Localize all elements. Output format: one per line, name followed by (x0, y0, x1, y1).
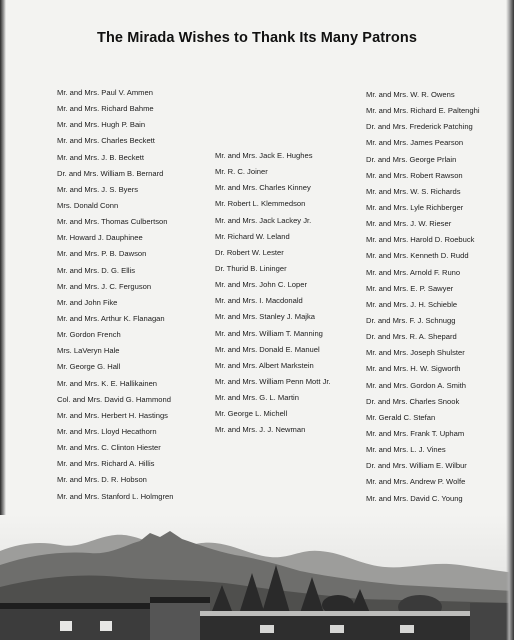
patron-list-column-2 (215, 148, 331, 439)
patron-name: Dr. and Mrs. William B. Bernard (57, 168, 164, 178)
patron-name: Mr. and Mrs. Lloyd Hecathorn (57, 426, 157, 436)
patron-name: Mr. and John Fike (57, 297, 118, 307)
patron-name: Mr. and Mrs. P. B. Dawson (57, 249, 147, 259)
patron-name: Mr. R. C. Joiner (215, 167, 268, 177)
patron-name: Mrs. Donald Conn (57, 200, 119, 210)
patron-name: Mr. and Mrs. Arnold F. Runo (366, 267, 461, 277)
patron-name: Mr. and Mrs. C. Clinton Hiester (57, 443, 161, 453)
patron-name: Mr. and Mrs. Herbert H. Hastings (57, 410, 168, 420)
patron-name: Mr. and Mrs. John C. Loper (215, 280, 308, 290)
patron-name: Mr. and Mrs. Kenneth D. Rudd (366, 251, 469, 261)
patron-name: Mr. and Mrs. G. L. Martin (215, 393, 299, 403)
patron-name: Mr. and Mrs. Richard Bahme (57, 104, 154, 114)
patron-name: Mr. and Mrs. Richard A. Hillis (57, 459, 155, 469)
patron-name: Mr. and Mrs. J. J. Newman (215, 425, 306, 435)
patron-name: Dr. Thurid B. Lininger (215, 263, 287, 273)
patron-name: Dr. and Mrs. William E. Wilbur (366, 461, 467, 471)
patron-name: Mrs. LaVeryn Hale (57, 346, 120, 356)
patron-name: Mr. and Mrs. D. G. Ellis (57, 265, 136, 275)
patron-name: Mr. and Mrs. H. W. Sigworth (366, 364, 461, 374)
patron-name: Dr. Robert W. Lester (215, 247, 284, 257)
patron-name: Mr. and Mrs. Hugh P. Bain (57, 120, 146, 130)
patron-name: Mr. and Mrs. Charles Beckett (57, 136, 155, 146)
patron-name: Mr. George G. Hall (57, 362, 121, 372)
patron-name: Mr. Richard W. Leland (215, 231, 290, 241)
patron-name: Mr. and Mrs. Andrew P. Wolfe (366, 477, 466, 487)
patron-name: Mr. George L. Michell (215, 409, 288, 419)
patron-name: Mr. and Mrs. William Penn Mott Jr. (215, 376, 331, 386)
patron-name: Mr. and Mrs. Jack E. Hughes (215, 151, 313, 160)
patron-name: Mr. Gerald C. Stefan (366, 412, 436, 422)
patron-name: Mr. and Mrs. Lyle Richberger (366, 202, 464, 212)
patron-list-column-1 (57, 85, 173, 505)
patron-name: Mr. and Mrs. Albert Markstein (215, 360, 314, 370)
patron-name: Mr. and Mrs. E. P. Sawyer (366, 283, 454, 293)
patron-name: Mr. and Mrs. I. Macdonald (215, 296, 303, 306)
patron-name: Mr. and Mrs. J. S. Byers (57, 184, 139, 194)
patron-name: Mr. and Mrs. L. J. Vines (366, 445, 446, 455)
patron-name: Mr. and Mrs. D. R. Hobson (57, 475, 147, 485)
patron-name: Dr. and Mrs. George Prlain (366, 154, 457, 164)
patron-name: Mr. and Mrs. David C. Young (366, 493, 463, 503)
page-title: The Mirada Wishes to Thank Its Many Patrons (96, 30, 417, 46)
patron-name: Dr. and Mrs. Charles Snook (366, 396, 460, 406)
patron-name: Mr. and Mrs. K. E. Hallikainen (57, 378, 158, 388)
patron-name: Mr. and Mrs. William T. Manning (215, 328, 323, 338)
patron-name: Dr. and Mrs. F. J. Schnugg (366, 315, 456, 325)
patron-name: Mr. and Mrs. Jack Lackey Jr. (215, 215, 312, 225)
patron-name: Mr. Robert L. Klemmedson (215, 199, 306, 209)
patron-name: Mr. and Mrs. Harold D. Roebuck (366, 235, 475, 245)
patron-name: Mr. and Mrs. Frank T. Upham (366, 428, 465, 438)
patron-name: Mr. and Mrs. Gordon A. Smith (366, 380, 467, 390)
patron-name: Mr. and Mrs. Stanford L. Holmgren (57, 491, 174, 501)
patron-name: Mr. and Mrs. J. H. Schieble (366, 299, 458, 309)
patron-name: Mr. and Mrs. Donald E. Manuel (215, 344, 320, 354)
patron-list-column-3 (366, 87, 480, 507)
patron-name: Mr. and Mrs. W. R. Owens (366, 90, 455, 99)
patron-name: Dr. and Mrs. R. A. Shepard (366, 332, 457, 342)
patron-name: Dr. and Mrs. Frederick Patching (366, 122, 473, 132)
patron-name: Col. and Mrs. David G. Hammond (57, 394, 171, 404)
patron-name: Mr. Gordon French (57, 330, 121, 340)
patron-name: Mr. and Mrs. J. B. Beckett (57, 152, 144, 162)
patron-name: Mr. and Mrs. J. C. Ferguson (57, 281, 152, 291)
patron-name: Mr. and Mrs. Paul V. Ammen (57, 88, 153, 97)
patron-name: Mr. and Mrs. W. S. Richards (366, 186, 461, 196)
patron-name: Mr. Howard J. Dauphinee (57, 233, 143, 243)
patron-name: Mr. and Mrs. J. W. Rieser (366, 219, 452, 229)
patron-name: Mr. and Mrs. Richard E. Paltenghi (366, 106, 480, 116)
patron-name: Mr. and Mrs. Arthur K. Flanagan (57, 313, 165, 323)
patron-name: Mr. and Mrs. Robert Rawson (366, 170, 463, 180)
patron-name: Mr. and Mrs. Thomas Culbertson (57, 217, 168, 227)
patron-name: Mr. and Mrs. Charles Kinney (215, 183, 311, 193)
landscape-photo (0, 515, 514, 640)
patron-name: Mr. and Mrs. Stanley J. Majka (215, 312, 316, 322)
patron-name: Mr. and Mrs. Joseph Shulster (366, 348, 465, 358)
patron-name: Mr. and Mrs. James Pearson (366, 138, 464, 148)
